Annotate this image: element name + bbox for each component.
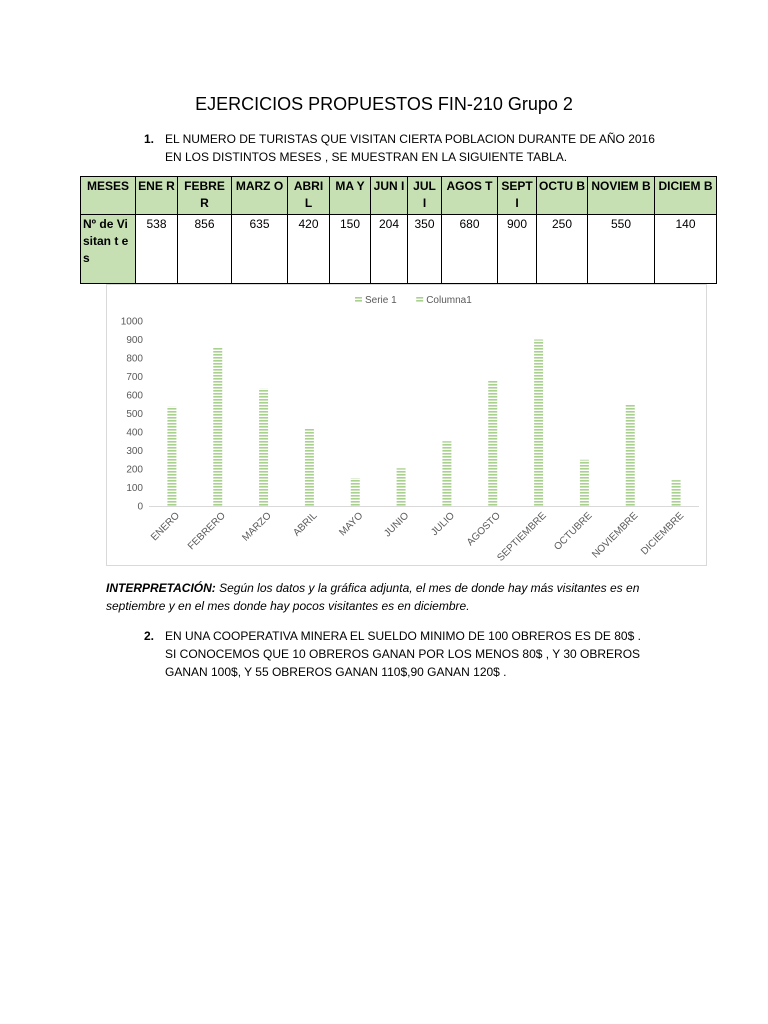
interpretation-label: INTERPRETACIÓN: xyxy=(106,581,216,595)
y-tick-label: 700 xyxy=(126,372,143,383)
exercise-1-number: 1. xyxy=(144,132,155,146)
bar xyxy=(351,478,360,506)
bars xyxy=(167,340,680,507)
month-header: JUN I xyxy=(371,177,408,215)
table-cell: 680 xyxy=(442,215,498,284)
legend-swatch xyxy=(416,296,423,303)
x-tick-label: MARZO xyxy=(240,510,274,544)
x-tick-label: AGOSTO xyxy=(464,510,503,549)
x-tick-label: OCTUBRE xyxy=(552,510,595,553)
table-header-label: MESES xyxy=(81,177,136,215)
y-tick-label: 200 xyxy=(126,464,143,476)
month-header: FEBRE R xyxy=(178,177,232,215)
page-title: EJERCICIOS PROPUESTOS FIN-210 Grupo 2 xyxy=(195,94,573,114)
month-header: ABRI L xyxy=(288,177,330,215)
table-row xyxy=(81,215,717,284)
y-tick-label: 400 xyxy=(126,427,143,439)
table-cell: 204 xyxy=(371,215,408,284)
bar xyxy=(167,406,176,506)
bar xyxy=(213,348,222,506)
y-tick-label: 800 xyxy=(126,353,143,365)
bar xyxy=(488,380,497,506)
interpretation-text: Según los datos y la gráfica adjunta, el mes de donde hay más visitantes es en septiembre y en el mes donde hay pocos visitantes es en diciembre. xyxy=(106,581,640,613)
month-header: AGOS T xyxy=(442,177,498,215)
exercise-2-text: EN UNA COOPERATIVA MINERA EL SUELDO MINIMO DE 100 OBREROS ES DE 80$ . SI CONOCEMOS QUE 10 OBREROS GANAN POR LOS MENOS 80$ , Y 30 OBREROS GANAN 100$, Y 55 OBREROS GANAN 110$,90 GANAN 120$ . xyxy=(165,629,641,679)
exercise-1 xyxy=(144,130,684,170)
legend-entry: Serie 1 xyxy=(365,295,397,306)
bar xyxy=(442,441,451,506)
bar-chart xyxy=(106,284,707,566)
month-header: DICIEM B xyxy=(655,177,717,215)
month-header: OCTU B xyxy=(537,177,588,215)
y-tick-label: 300 xyxy=(126,446,143,457)
table-row-label: Nº de Visitan t es xyxy=(81,215,136,284)
month-header: MA Y xyxy=(330,177,371,215)
table-header-row xyxy=(81,177,717,215)
table-cell: 250 xyxy=(537,215,588,284)
y-tick-label: 100 xyxy=(126,483,143,494)
month-header: NOVIEM B xyxy=(588,177,655,215)
legend-swatch xyxy=(355,296,362,303)
table-cell: 856 xyxy=(178,215,232,284)
month-header: MARZ O xyxy=(232,177,288,215)
y-tick-label: 0 xyxy=(137,501,143,513)
month-header: ENE R xyxy=(136,177,178,215)
x-tick-label: DICIEMBRE xyxy=(639,510,687,558)
x-tick-label: ENERO xyxy=(149,510,183,544)
table-cell: 900 xyxy=(498,215,537,284)
table-cell: 538 xyxy=(136,215,178,284)
x-tick-label: FEBRERO xyxy=(185,510,228,553)
legend-entry: Columna1 xyxy=(426,295,472,306)
exercise-2-number: 2. xyxy=(144,629,155,643)
bar xyxy=(305,428,314,506)
y-tick-label: 900 xyxy=(126,335,143,346)
visitors-table xyxy=(80,176,717,284)
x-tick-label: NOVIEMBRE xyxy=(590,510,641,561)
x-tick-label: SEPTIEMBRE xyxy=(495,510,549,564)
bar xyxy=(397,468,406,506)
x-axis xyxy=(149,507,699,564)
y-tick-label: 1000 xyxy=(120,316,143,328)
table-cell: 420 xyxy=(288,215,330,284)
table-cell: 635 xyxy=(232,215,288,284)
chart-svg xyxy=(107,285,708,567)
bar xyxy=(626,404,635,506)
bar xyxy=(534,340,543,507)
month-header: JUL I xyxy=(408,177,442,215)
x-tick-label: MAYO xyxy=(337,510,366,539)
x-tick-label: ABRIL xyxy=(291,510,320,539)
month-header: SEPT I xyxy=(498,177,537,215)
interpretation xyxy=(106,579,666,615)
y-axis xyxy=(121,317,144,513)
table-cell: 550 xyxy=(588,215,655,284)
bar xyxy=(580,460,589,506)
x-tick-label: JUNIO xyxy=(382,510,412,540)
y-tick-label: 600 xyxy=(126,390,143,402)
exercise-1-text: EL NUMERO DE TURISTAS QUE VISITAN CIERTA POBLACION DURANTE DE AÑO 2016 EN LOS DISTINTOS MESES , SE MUESTRAN EN LA SIGUIENTE TABLA. xyxy=(165,132,655,164)
x-tick-label: JULIO xyxy=(429,510,458,539)
table-cell: 350 xyxy=(408,215,442,284)
bar xyxy=(672,480,681,506)
table-cell: 150 xyxy=(330,215,371,284)
table-cell: 140 xyxy=(655,215,717,284)
chart-legend xyxy=(355,295,472,306)
exercise-2 xyxy=(144,627,684,687)
y-tick-label: 500 xyxy=(126,409,143,420)
bar xyxy=(259,389,268,506)
